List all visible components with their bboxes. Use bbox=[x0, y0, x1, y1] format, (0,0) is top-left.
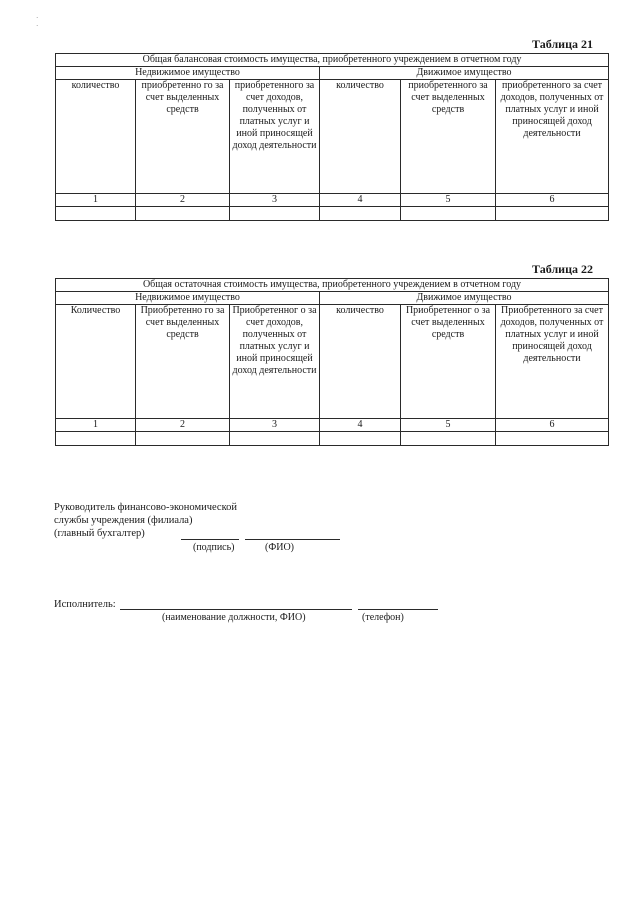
column-header: количество bbox=[320, 305, 401, 419]
column-number: 5 bbox=[401, 194, 496, 207]
column-number: 4 bbox=[320, 194, 401, 207]
column-header: Приобретенного за счет доходов, полученных от платных услуг и иной приносящей доход деятельности bbox=[496, 305, 609, 419]
scan-mark: · · bbox=[36, 14, 39, 30]
column-number: 2 bbox=[136, 194, 230, 207]
column-number: 2 bbox=[136, 419, 230, 432]
executor-phone-caption: (телефон) bbox=[362, 612, 404, 623]
empty-cell bbox=[401, 207, 496, 221]
empty-cell bbox=[136, 207, 230, 221]
column-header: приобретенно го за счет выделенных средств bbox=[136, 80, 230, 194]
table-title: Общая остаточная стоимость имущества, приобретенного учреждением в отчетном году bbox=[56, 279, 609, 292]
fio-caption: (ФИО) bbox=[265, 542, 295, 553]
column-header: количество bbox=[320, 80, 401, 194]
table-22 bbox=[55, 278, 609, 446]
table-row bbox=[56, 432, 609, 446]
empty-cell bbox=[320, 432, 401, 446]
column-header: Приобретенног о за счет выделенных средств bbox=[401, 305, 496, 419]
executor-phone-line bbox=[358, 609, 438, 610]
group-header-movable: Движимое имущество bbox=[320, 67, 609, 80]
column-number: 3 bbox=[230, 419, 320, 432]
column-number: 1 bbox=[56, 419, 136, 432]
column-number: 3 bbox=[230, 194, 320, 207]
column-number: 4 bbox=[320, 419, 401, 432]
column-header: Количество bbox=[56, 305, 136, 419]
column-number: 1 bbox=[56, 194, 136, 207]
empty-cell bbox=[496, 207, 609, 221]
empty-cell bbox=[56, 432, 136, 446]
empty-cell bbox=[230, 432, 320, 446]
group-header-immovable: Недвижимое имущество bbox=[56, 292, 320, 305]
executor-position-caption: (наименование должности, ФИО) bbox=[162, 612, 306, 623]
empty-cell bbox=[401, 432, 496, 446]
table-title: Общая балансовая стоимость имущества, приобретенного учреждением в отчетном году bbox=[56, 54, 609, 67]
table-22-caption: Таблица 22 bbox=[532, 262, 593, 276]
head-title-line1: Руководитель финансово-экономической bbox=[54, 502, 238, 513]
head-title-line3: (главный бухгалтер) bbox=[54, 528, 145, 539]
column-number: 6 bbox=[496, 194, 609, 207]
column-header: Приобретенно го за счет выделенных средств bbox=[136, 305, 230, 419]
column-header: количество bbox=[56, 80, 136, 194]
column-header: приобретенного за счет выделенных средств bbox=[401, 80, 496, 194]
head-title-line2: службы учреждения (филиала) bbox=[54, 515, 193, 526]
table-21-caption: Таблица 21 bbox=[532, 37, 593, 51]
group-header-immovable: Недвижимое имущество bbox=[56, 67, 320, 80]
signature-caption: (подпись) bbox=[193, 542, 235, 553]
signature-line bbox=[181, 539, 239, 540]
column-number: 6 bbox=[496, 419, 609, 432]
table-row bbox=[56, 207, 609, 221]
column-header: приобретенного за счет доходов, полученных от платных услуг и иной приносящей доход деятельности bbox=[230, 80, 320, 194]
group-header-movable: Движимое имущество bbox=[320, 292, 609, 305]
executor-position-line bbox=[120, 609, 352, 610]
empty-cell bbox=[496, 432, 609, 446]
empty-cell bbox=[136, 432, 230, 446]
table-21 bbox=[55, 53, 609, 221]
executor-label: Исполнитель: bbox=[54, 599, 116, 610]
empty-cell bbox=[56, 207, 136, 221]
column-header: Приобретенног о за счет доходов, полученных от платных услуг и иной приносящей доход деятельности bbox=[230, 305, 320, 419]
empty-cell bbox=[320, 207, 401, 221]
empty-cell bbox=[230, 207, 320, 221]
column-header: приобретенного за счет доходов, полученных от платных услуг и иной приносящей доход деятельности bbox=[496, 80, 609, 194]
fio-line bbox=[245, 539, 340, 540]
column-number: 5 bbox=[401, 419, 496, 432]
